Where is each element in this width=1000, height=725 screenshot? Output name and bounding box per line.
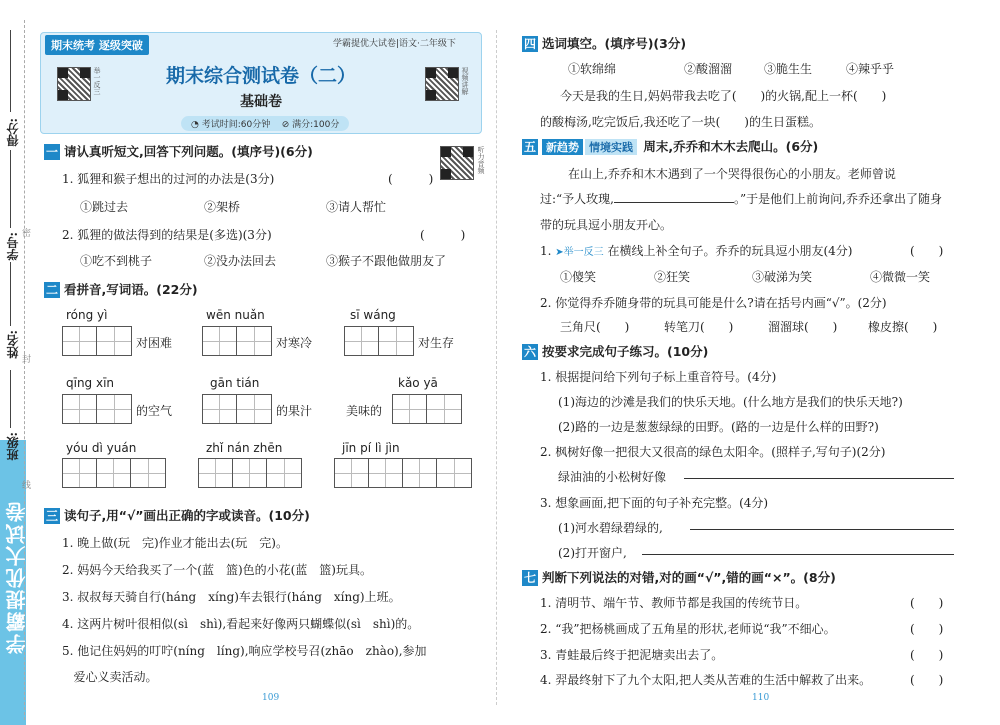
s5-q2-option-1: 三角尺( ) [560,320,630,334]
s7-answer-3[interactable]: ( ) [910,648,944,662]
page-number-left: 109 [262,693,280,703]
seal-char-3: 线 [22,481,32,491]
write-grid-2[interactable] [202,326,272,356]
s1-q2-option-3: ③猴子不跟他做朋友了 [326,254,447,268]
section-3-title [44,506,310,524]
write-grid-1[interactable] [62,326,132,356]
s5-para-2b: 。”于是他们上前询问,乔乔还拿出了随身 [734,192,942,206]
s3-line-6: 爱心义卖活动。 [62,670,158,684]
s5-para-1: 在山上,乔乔和木木遇到了一个哭得很伤心的小朋友。老师曾说 [568,167,896,181]
pinyin-2: wēn nuǎn [206,308,265,322]
s4-option-1: ①软绵绵 [568,62,617,76]
qr-right-note: 视频讲解 [461,67,469,95]
pinyin-5: gān tián [210,376,260,390]
s5-q1-option-4: ④微微一笑 [870,270,931,284]
s5-question-2: 2. 你觉得乔乔随身带的玩具可能是什么?请在括号内画“√”。(2分) [540,296,887,310]
time-info: 考试时间:60分钟 [201,120,271,130]
class-line [10,370,11,428]
pinyin-8: zhǐ nán zhēn [206,441,283,455]
s5-q2-option-4: 橡皮擦( ) [868,320,938,334]
qr-left-note: 举一反三 [93,67,101,95]
section-4-title [522,34,686,52]
id-label: 学号: [6,232,20,261]
section-7-label: 判断下列说法的对错,对的画“√”,错的画“×”。(8分) [542,570,836,585]
section-3-number: 三 [45,509,58,523]
page-subtitle: 基础卷 [240,94,282,110]
s6-line-4: 2. 枫树好像一把很大又很高的绿色太阳伞。(照样子,写句子)(2分) [540,445,886,459]
s6-line-3: (2)路的一边是葱葱绿绿的田野。(路的一边是什么样的田野?) [558,420,879,434]
s4-line-1: 今天是我的生日,妈妈带我去吃了( )的火锅,配上一杯( ) [560,89,887,103]
s5-para-2a: 过:“予人玫瑰, [540,192,614,206]
s3-line-3: 3. 叔叔每天骑自行(háng xíng)车去银行(háng xíng)上班。 [62,590,401,604]
word-before-6: 美味的 [346,404,383,418]
series-label: 学霸提优大试卷|语文·二年级下 [333,39,456,49]
s1-question-2: 2. 狐狸的做法得到的结果是(多选)(3分) [62,228,272,242]
section-1-number: 一 [45,145,58,159]
seal-char-2: 封 [22,355,32,365]
s6-line-7: (1)河水碧绿碧绿的, [558,521,663,535]
s5-answer-1[interactable]: ( ) [910,244,944,258]
pinyin-7: yóu dì yuán [66,441,137,455]
s3-line-1: 1. 晚上做(玩 完)作业才能出去(玩 完)。 [62,536,288,550]
s5-q1-tag: ➤举一反三 [555,247,604,258]
word-after-3: 对生存 [418,336,455,350]
section-7-title [522,568,836,586]
page-title: 期末综合测试卷（二） [165,65,356,87]
s1-answer-1[interactable]: ( ) [388,172,434,186]
page-divider [496,30,497,705]
word-after-2: 对寒冷 [276,336,313,350]
s7-answer-2[interactable]: ( ) [910,622,944,636]
section-6-label: 按要求完成句子练习。(10分) [542,344,709,359]
seal-char-1: 密 [22,229,32,239]
section-4-number: 四 [523,37,536,51]
context-tag: 情境实践 [585,139,637,155]
s5-q1-option-1: ①傻笑 [560,270,597,284]
s6-line-2: (1)海边的沙滩是我们的快乐天地。(什么地方是我们的快乐天地?) [558,395,903,409]
section-5-number: 五 [523,140,536,154]
test-meta [181,116,349,131]
s6-line-5: 绿油油的小松树好像 [558,470,667,484]
s7-answer-4[interactable]: ( ) [910,673,944,687]
s4-option-3: ③脆生生 [764,62,813,76]
s3-line-5: 5. 他记住妈妈的叮咛(níng líng),响应学校号召(zhāo zhào),参加 [62,644,427,658]
s1-q1-option-2: ②架桥 [204,200,241,214]
s5-para-3: 带的玩具逗小朋友开心。 [540,218,673,232]
write-grid-4[interactable] [62,394,132,424]
s1-question-1: 1. 狐狸和猴子想出的过河的办法是(3分) [62,172,275,186]
s7-line-1: 1. 清明节、端午节、教师节都是我国的传统节日。 [540,596,808,610]
section-6-number: 六 [523,345,536,359]
s4-line-2: 的酸梅汤,吃完饭后,我还吃了一块( )的生日蛋糕。 [540,115,821,129]
s4-option-2: ②酸溜溜 [684,62,733,76]
score-line [10,30,11,112]
pinyin-6: kǎo yā [398,376,438,390]
write-grid-8[interactable] [198,458,302,488]
s7-answer-1[interactable]: ( ) [910,596,944,610]
s7-line-4: 4. 羿最终射下了九个太阳,把人类从苦难的生活中解救了出来。 [540,673,872,687]
section-2-number: 二 [45,283,58,297]
section-2-title [44,280,198,298]
s6-answer-line-2[interactable] [690,529,954,530]
id-line [10,150,11,228]
s5-question-1: 1. ➤举一反三 在横线上补全句子。乔乔的玩具逗小朋友(4分) [540,244,853,258]
name-line [10,262,11,326]
s1-answer-2[interactable]: ( ) [420,228,466,242]
s5-q1-option-3: ③破涕为笑 [752,270,813,284]
s1-q1-option-1: ①跳过去 [80,200,129,214]
write-grid-3[interactable] [344,326,414,356]
qr-code-audio[interactable] [440,146,474,180]
s7-line-2: 2. “我”把杨桃画成了五角星的形状,老师说“我”不细心。 [540,622,836,636]
s6-line-8: (2)打开窗户, [558,546,627,560]
section-1-title [44,142,313,160]
s6-line-1: 1. 根据提问给下列句子标上重音符号。(4分) [540,370,777,384]
write-grid-7[interactable] [62,458,166,488]
s5-q1-text: 在横线上补全句子。乔乔的玩具逗小朋友(4分) [607,244,853,258]
s6-line-6: 3. 想象画面,把下面的句子补充完整。(4分) [540,496,769,510]
section-5-title [522,137,818,155]
section-1-label: 请认真听短文,回答下列问题。(填序号)(6分) [64,144,313,159]
pinyin-1: róng yì [66,308,108,322]
s5-q2-option-2: 转笔刀( ) [664,320,734,334]
section-7-number: 七 [523,571,536,585]
s6-answer-line-3[interactable] [642,554,954,555]
section-2-label: 看拼音,写词语。(22分) [64,282,198,297]
score-icon: ⊘ [281,120,290,130]
word-after-1: 对困难 [136,336,173,350]
write-grid-9[interactable] [334,458,472,488]
section-6-title [522,342,708,360]
section-5-label: 周末,乔乔和木木去爬山。(6分) [643,139,819,154]
clock-icon: ◔ [191,120,199,130]
header-tag: 期末统考 逐级突破 [45,35,149,55]
binding-strip [0,0,34,725]
name-label: 姓名: [6,330,20,359]
score-info: 满分:100分 [292,120,340,130]
s1-q1-option-3: ③请人帮忙 [326,200,387,214]
pinyin-9: jīn pí lì jìn [342,441,400,455]
qr-audio-note: 听力音频 [477,146,485,174]
test-header [40,32,482,134]
page-number-right: 110 [752,693,770,703]
brand-vertical: 学霸提优大试卷 [5,500,29,654]
s5-para-2 [540,190,942,207]
section-4-label: 选词填空。(填序号)(3分) [542,36,687,51]
class-label: 班级: [6,432,20,461]
section-3-label: 读句子,用“√”画出正确的字或读音。(10分) [64,508,310,523]
write-grid-6[interactable] [392,394,462,424]
s1-q2-option-2: ②没办法回去 [204,254,277,268]
s5-q2-option-3: 溜溜球( ) [768,320,838,334]
s7-line-3: 3. 青蛙最后终于把泥塘卖出去了。 [540,648,724,662]
write-grid-5[interactable] [202,394,272,424]
s4-option-4: ④辣乎乎 [846,62,895,76]
s5-blank[interactable] [614,202,734,203]
word-after-4: 的空气 [136,404,173,418]
word-after-5: 的果汁 [276,404,313,418]
s5-q1-option-2: ②狂笑 [654,270,691,284]
trend-tag: 新趋势 [542,139,583,155]
s3-line-2: 2. 妈妈今天给我买了一个(蓝 篮)色的小花(蓝 篮)玩具。 [62,563,372,577]
s6-answer-line-1[interactable] [684,478,954,479]
pinyin-4: qīng xīn [66,376,115,390]
pinyin-3: sī wáng [350,308,396,322]
score-label: 得分: [6,118,20,147]
s3-line-4: 4. 这两片树叶很相似(sì shì),看起来好像两只蝴蝶似(sì shì)的。 [62,617,420,631]
s1-q2-option-1: ①吃不到桃子 [80,254,153,268]
